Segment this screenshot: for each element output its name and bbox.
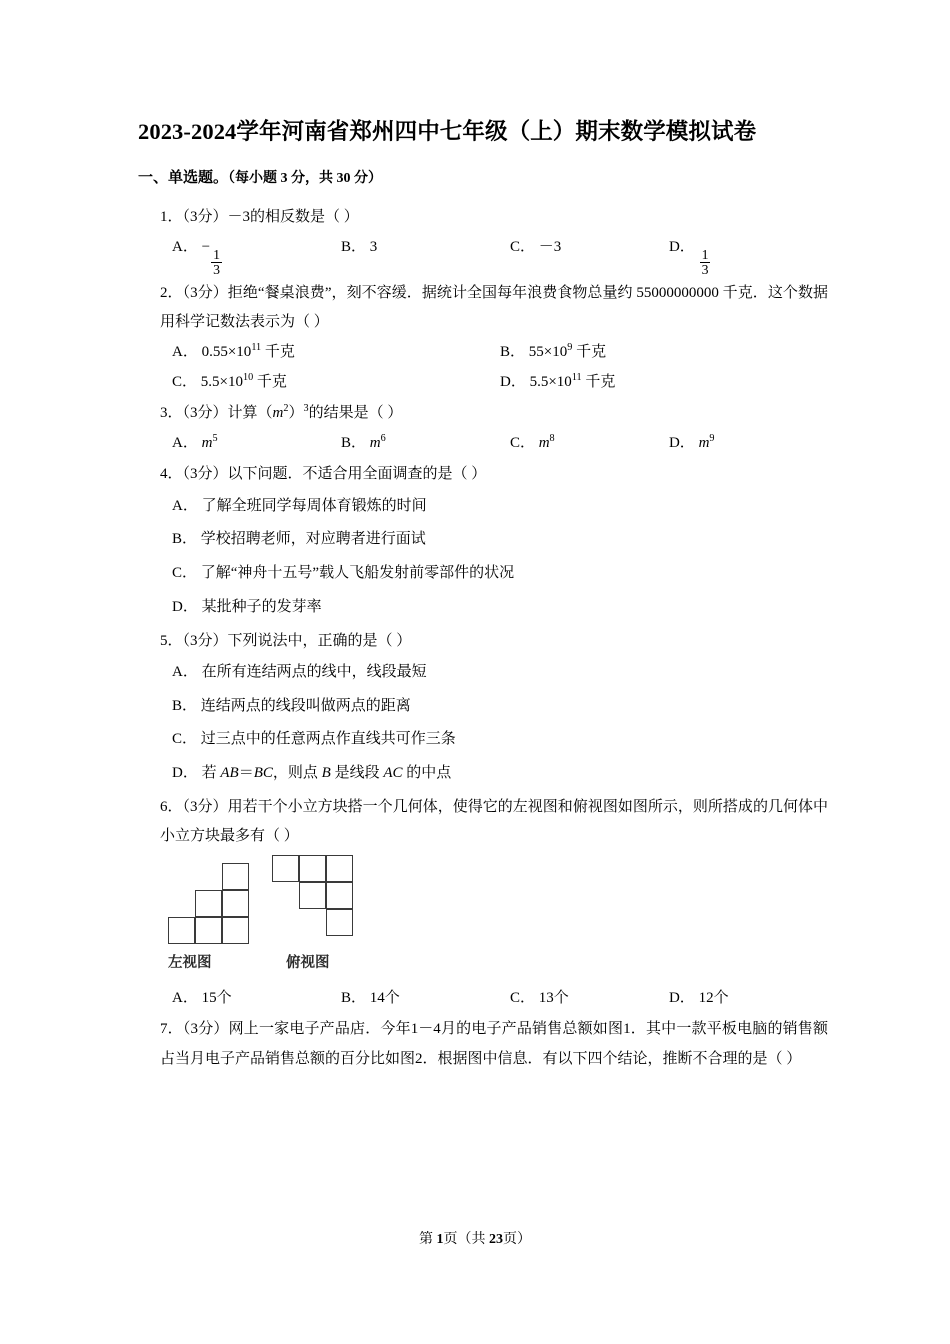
option-b[interactable] (138, 690, 828, 724)
option-c-text: 了解“神舟十五号”载人飞船发射前零部件的状况 (200, 565, 515, 582)
option-a-sign: − (201, 239, 211, 256)
question-1 (138, 203, 828, 277)
question-1-stem: 1．（3分）－3的相反数是（ ） (160, 209, 359, 226)
footer-total-pages: 23 (489, 1232, 503, 1247)
option-d-fraction (700, 248, 711, 277)
fraction-numerator: 1 (213, 246, 220, 262)
option-b[interactable] (341, 232, 510, 276)
left-view-cell (195, 890, 222, 917)
fraction-denominator: 3 (213, 261, 220, 277)
option-d-letter: D． (172, 598, 198, 615)
option-a-text: 在所有连结两点的线中，线段最短 (201, 663, 427, 680)
option-text-fragment: 是线段 (330, 765, 384, 782)
question-2 (138, 279, 828, 398)
option-b[interactable] (341, 428, 510, 458)
option-a-exponent: 5 (212, 433, 218, 445)
section-header (138, 168, 828, 189)
option-a-letter: A． (172, 497, 198, 514)
question-4 (138, 460, 828, 624)
option-a-letter: A． (172, 344, 198, 361)
option-b-letter: B． (172, 531, 198, 548)
option-a[interactable] (172, 428, 341, 458)
option-b-letter: B． (500, 344, 526, 361)
option-row (172, 428, 828, 458)
option-b-mantissa: 55×10 (528, 344, 568, 361)
option-a[interactable] (172, 232, 341, 276)
option-d[interactable] (669, 428, 828, 458)
option-text-fragment: 若 (201, 765, 221, 782)
footer-middle: 页（共 (443, 1232, 486, 1247)
option-row (172, 232, 828, 276)
option-b-text: 14个 (369, 990, 400, 1007)
option-c-unit: 千克 (253, 374, 287, 391)
option-d-letter: D． (500, 374, 526, 391)
option-a[interactable] (138, 490, 828, 524)
option-d-letter: D． (172, 765, 198, 782)
question-4-options (138, 490, 828, 625)
question-3-outer-exponent: 3 (303, 403, 309, 415)
option-b-text: 学校招聘老师，对应聘者进行面试 (200, 531, 426, 548)
question-3-stem-mid: ） (288, 405, 304, 422)
option-d-exponent: 9 (709, 433, 715, 445)
question-2-options (138, 337, 828, 397)
option-a[interactable] (172, 983, 341, 1013)
math-label: BC (253, 765, 273, 782)
option-b-exponent: 6 (380, 433, 386, 445)
option-a-text: 了解全班同学每周体育锻炼的时间 (201, 497, 427, 514)
option-c[interactable] (510, 428, 669, 458)
top-view-cell (272, 855, 299, 882)
option-a-mantissa: 0.55×10 (201, 344, 252, 361)
footer-page-number: 1 (436, 1232, 444, 1247)
option-a-text: 15个 (201, 990, 232, 1007)
option-b-letter: B． (340, 239, 366, 256)
math-label: B (321, 765, 331, 782)
top-view-cell (326, 909, 353, 936)
option-d-exponent: 11 (571, 372, 582, 384)
top-view-cell (299, 855, 326, 882)
option-b-base: m (369, 435, 381, 452)
option-a-fraction (211, 248, 222, 277)
option-a-letter: A． (172, 435, 198, 452)
option-c-exponent: 10 (242, 372, 254, 384)
fraction-denominator: 3 (701, 261, 709, 277)
option-c-letter: C． (172, 565, 198, 582)
option-d[interactable] (138, 591, 828, 625)
option-c-base: m (538, 435, 550, 452)
option-b[interactable] (341, 983, 510, 1013)
option-d[interactable] (138, 757, 828, 791)
page-content (138, 118, 828, 1076)
left-view-cell (222, 890, 249, 917)
option-b-letter: B． (172, 697, 198, 714)
option-a-base: m (201, 435, 213, 452)
question-6-stem: 6．（3分）用若干个小立方块搭一个几何体，使得它的左视图和俯视图如图所示，则所搭成的几何体中小立方块最多有（ ） (160, 798, 828, 845)
question-5-options (138, 656, 828, 791)
math-label: AC (383, 765, 403, 782)
option-d[interactable] (669, 983, 828, 1013)
option-c[interactable] (138, 557, 828, 591)
option-text-fragment: ，则点 (272, 765, 322, 782)
top-view-label: 俯视图 (286, 955, 330, 972)
page-title: 2023-2024学年河南省郑州四中七年级（上）期末数学模拟试卷 (138, 119, 757, 144)
left-view-cell (195, 917, 222, 944)
option-b-text: 连结两点的线段叫做两点的距离 (200, 697, 411, 714)
option-c-text: 13个 (538, 990, 569, 1007)
option-c-letter: C． (509, 435, 535, 452)
option-a-letter: A． (172, 239, 198, 256)
question-3-inner-exponent: 2 (283, 403, 289, 415)
question-6-figure (138, 855, 828, 983)
option-row (172, 337, 828, 367)
option-c-letter: C． (509, 990, 535, 1007)
option-b-letter: B． (340, 435, 366, 452)
option-c[interactable] (510, 232, 669, 276)
question-3 (138, 399, 828, 458)
left-view-cell (222, 863, 249, 890)
option-d-unit: 千克 (581, 374, 616, 391)
option-row (172, 367, 828, 397)
question-3-stem-suffix: 的结果是（ ） (308, 405, 403, 422)
page-footer (0, 1228, 950, 1248)
question-3-options (138, 428, 828, 458)
option-c-letter: C． (509, 239, 535, 256)
option-d-text: 某批种子的发芽率 (201, 598, 322, 615)
option-d-base: m (698, 435, 710, 452)
section-header-prefix: 一、单选题。 (138, 170, 229, 187)
option-c-letter: C． (172, 374, 198, 391)
question-6 (138, 793, 828, 1014)
question-5 (138, 627, 828, 791)
option-b-exponent: 9 (567, 342, 573, 354)
option-d-letter: D． (668, 239, 695, 256)
question-3-stem-prefix: 3．（3分）计算（ (160, 405, 273, 422)
left-view-cell (168, 917, 195, 944)
option-c[interactable] (138, 723, 828, 757)
option-c-text: 过三点中的任意两点作直线共可作三条 (200, 731, 456, 748)
option-b-letter: B． (340, 990, 366, 1007)
option-text-fragment: ＝ (238, 765, 254, 782)
option-text-fragment: 的中点 (402, 765, 452, 782)
option-d-text: 12个 (698, 990, 729, 1007)
question-6-options (138, 983, 828, 1013)
top-view-cell (299, 882, 326, 909)
section-header-detail: （每小题 3 分，共 30 分） (228, 171, 383, 187)
question-5-stem: 5．（3分）下列说法中，正确的是（ ） (160, 632, 412, 649)
question-3-stem (138, 399, 828, 428)
left-view-cell (222, 917, 249, 944)
option-c-letter: C． (172, 731, 198, 748)
question-4-stem: 4．（3分）以下问题．不适合用全面调查的是（ ） (160, 466, 487, 483)
fraction-numerator: 1 (701, 246, 709, 262)
footer-suffix: 页） (503, 1232, 531, 1247)
question-2-stem: 2．（3分）拒绝“餐桌浪费”，刻不容缓．据统计全国每年浪费食物总量约 55000000000 千克．这个数据用科学记数法表示为（ ） (160, 284, 828, 330)
option-c-exponent: 8 (549, 433, 555, 445)
option-b[interactable] (138, 523, 828, 557)
option-d[interactable] (500, 367, 828, 397)
option-a-letter: A． (172, 663, 198, 680)
option-c[interactable] (510, 983, 669, 1013)
option-d-letter: D． (668, 435, 695, 452)
top-view-cell (326, 855, 353, 882)
option-b[interactable] (500, 337, 828, 367)
question-3-variable: m (272, 405, 284, 422)
option-d-letter: D． (668, 990, 695, 1007)
top-view-cell (326, 882, 353, 909)
footer-prefix: 第 (419, 1232, 433, 1247)
option-c-text: －3 (538, 239, 562, 256)
option-a[interactable] (138, 656, 828, 690)
option-d-mantissa: 5.5×10 (529, 374, 572, 391)
left-view-label: 左视图 (168, 955, 212, 972)
option-a[interactable] (172, 337, 500, 367)
option-b-unit: 千克 (572, 344, 607, 361)
question-7-stem: 7．（3分）网上一家电子产品店．今年1－4月的电子产品销售总额如图1．其中一款平板电脑的销售额占当月电子产品销售总额的百分比如图2．根据图中信息．有以下四个结论，推断不合理的是（ ） (160, 1021, 828, 1067)
question-1-options (138, 232, 828, 276)
option-c[interactable] (172, 367, 500, 397)
option-a-letter: A． (172, 990, 198, 1007)
math-label: AB (220, 765, 239, 782)
option-d-text (202, 765, 452, 781)
option-row (172, 983, 828, 1013)
option-a-unit: 千克 (261, 344, 295, 361)
option-d[interactable] (669, 232, 828, 276)
option-b-text: 3 (369, 239, 378, 256)
option-a-exponent: 11 (251, 342, 262, 354)
option-c-mantissa: 5.5×10 (200, 374, 243, 391)
question-7 (138, 1015, 828, 1074)
